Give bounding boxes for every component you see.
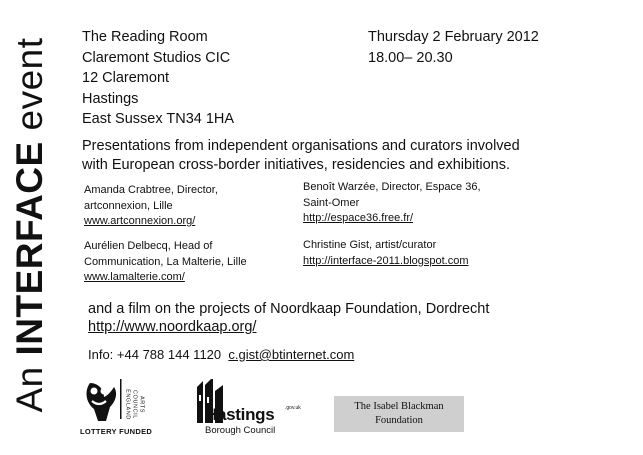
arts-council-wordmark [124,377,145,423]
venue-street: 12 Claremont [82,70,170,86]
arts-council-text: ARTS COUNCIL [131,390,145,419]
speaker-title: Christine Gist, artist/curator [303,239,437,251]
venue-name: The Reading Room [82,29,208,45]
hastings-caption: Borough Council [205,425,276,436]
contact-info [88,347,354,363]
film-text: and a film on the projects of Noordkaap Foundation, Dordrecht [88,301,490,317]
speaker-org: artconnexion, Lille [84,199,173,212]
speaker-title: Amanda Crabtree, Director, [84,184,218,196]
hastings-wordmark: Hastings [205,405,275,424]
event-date: Thursday 2 February 2012 [368,29,539,45]
speaker-org: Saint-Omer [303,196,360,209]
speaker-link[interactable]: http://interface-2011.blogspot.com [303,254,469,267]
venue-org: Claremont Studios CIC [82,49,231,66]
speaker-title: Benoît Warzée, Director, Espace 36, [303,181,481,193]
venue-postcode: East Sussex TN34 1HA [82,111,235,127]
venue-town: Hastings [82,90,139,107]
speaker-org: Communication, La Malterie, Lille [84,255,247,268]
contact-phone: Info: +44 788 144 1120 [88,347,222,362]
intro-line: with European cross-border initiatives, residencies and exhibitions. [82,157,510,173]
blackman-foundation-logo [334,396,464,432]
event-time: 18.00– 20.30 [368,49,453,66]
blackman-line: Foundation [375,415,423,426]
intro-text [82,137,520,175]
lottery-caption: LOTTERY FUNDED [80,427,153,436]
speaker-link[interactable]: www.lamalterie.com/ [84,271,185,283]
side-title: An INTERFACE event [9,37,50,413]
hastings-council-logo [193,377,305,439]
event-datetime [368,27,539,68]
film-link[interactable]: http://www.noordkaap.org/ [88,319,257,335]
speaker-gist [303,238,469,269]
film-note [88,300,489,336]
speaker-delbecq [84,239,247,286]
speaker-crabtree [84,183,218,230]
lottery-arts-council-logo [80,377,172,439]
contact-email[interactable]: c.gist@btinternet.com [228,347,355,362]
speaker-link[interactable]: http://espace36.free.fr/ [303,212,414,224]
speaker-warzee [303,180,481,227]
intro-line: Presentations from independent organisations and curators involved [82,138,520,154]
speaker-title: Aurélien Delbecq, Head of [84,240,213,252]
blackman-line: The Isabel Blackman [354,401,444,412]
arts-council-country: ENGLAND [124,389,131,420]
venue-address [82,27,234,130]
hastings-domain: .gov.uk [285,405,301,411]
speaker-link[interactable]: www.artconnexion.org/ [84,215,196,227]
